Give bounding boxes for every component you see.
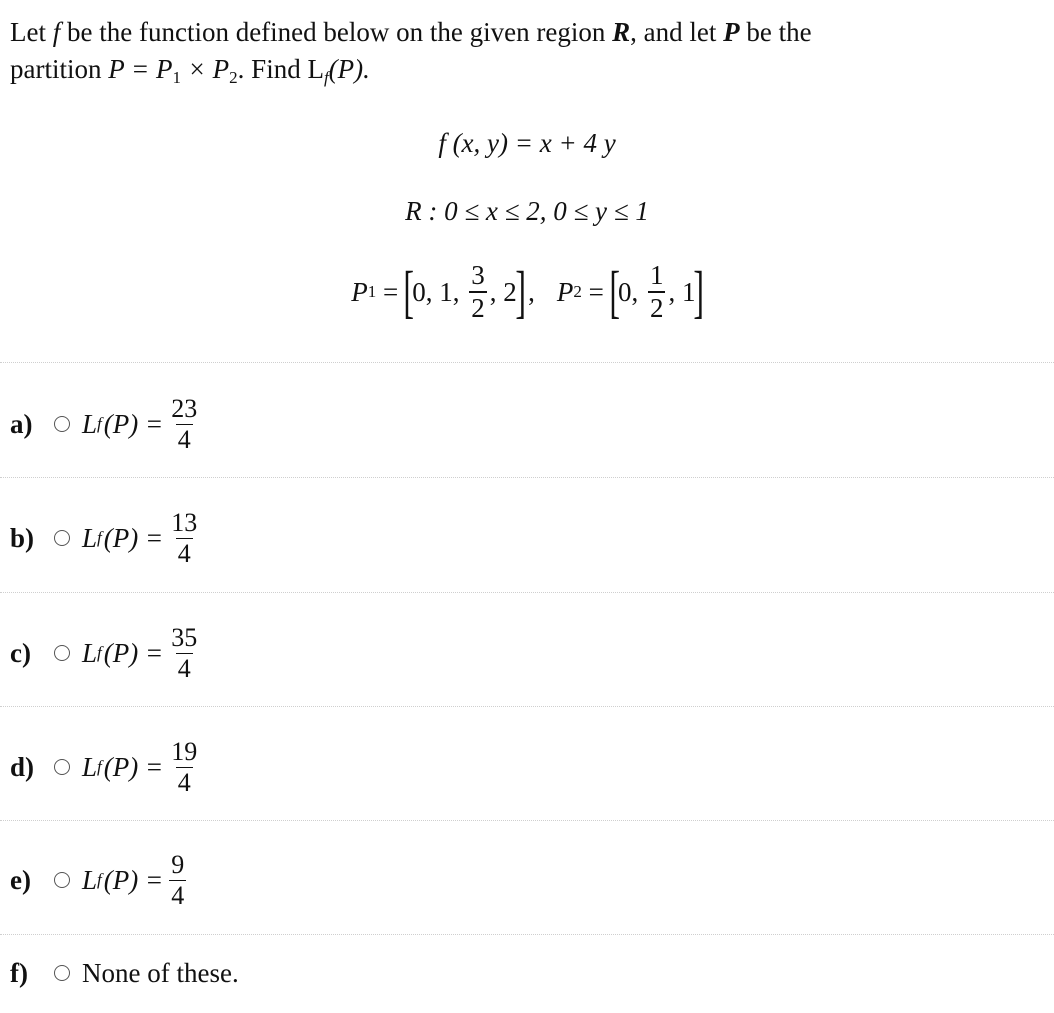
option-fraction: [169, 507, 199, 568]
radio-button[interactable]: [54, 759, 70, 775]
option-letter: f): [10, 957, 28, 988]
fraction-denominator: 2: [471, 293, 485, 323]
option-rhs: (P) =: [103, 864, 164, 895]
fraction-numerator: 23: [171, 393, 198, 423]
option-a[interactable]: [10, 384, 202, 464]
fraction-denominator: 2: [649, 293, 664, 323]
question-fragment: × P: [180, 54, 230, 84]
question-fragment: Let: [10, 17, 53, 47]
subscript: f: [97, 528, 102, 547]
option-lhs: L: [82, 408, 98, 439]
equals: =: [376, 276, 405, 307]
fraction-numerator: 1: [649, 260, 664, 290]
option-rhs: (P) =: [103, 637, 164, 668]
fraction-numerator: 9: [171, 849, 185, 879]
function-symbol: f: [52, 17, 61, 47]
p1-fraction: [469, 262, 487, 322]
p2-values: 0,: [617, 276, 645, 307]
fraction-denominator: 4: [177, 538, 191, 568]
region-symbol: R: [612, 17, 631, 47]
option-lhs: L: [82, 751, 98, 782]
option-b[interactable]: [10, 498, 202, 578]
fraction-numerator: 35: [171, 622, 198, 652]
divider: [0, 706, 1054, 707]
question-fragment: . Find L: [237, 54, 324, 84]
subscript: f: [97, 757, 102, 776]
question-fragment: be the function defined below on the given region: [60, 17, 613, 47]
radio-button[interactable]: [54, 530, 70, 546]
option-rhs: (P) =: [103, 522, 164, 553]
fraction-numerator: 13: [171, 507, 198, 537]
divider: [0, 820, 1054, 821]
subscript: f: [97, 414, 102, 433]
divider: [0, 362, 1054, 363]
question-fragment: P = P: [108, 54, 173, 84]
radio-button[interactable]: [54, 965, 70, 981]
option-lhs: L: [82, 864, 98, 895]
bracket-close: ]: [693, 259, 705, 324]
separator: ,: [528, 276, 535, 307]
bracket-open: [: [608, 259, 620, 324]
p1-values: 0, 1,: [412, 276, 467, 307]
option-c[interactable]: [10, 613, 202, 693]
option-fraction: [169, 736, 199, 797]
fraction-denominator: 4: [177, 653, 191, 683]
option-letter: a): [10, 408, 33, 439]
divider: [0, 477, 1054, 478]
option-lhs: L: [82, 522, 98, 553]
question-fragment: partition: [10, 54, 109, 84]
question-fragment: (P).: [328, 54, 370, 84]
region-definition: R : 0 ≤ x ≤ 2, 0 ≤ y ≤ 1: [405, 196, 649, 226]
function-definition: f (x, y) = x + 4 y: [438, 128, 616, 158]
option-text: None of these.: [82, 957, 239, 988]
p2-label: P: [556, 276, 574, 307]
subscript: f: [97, 870, 102, 889]
option-letter: d): [10, 751, 35, 782]
fraction-denominator: 4: [171, 880, 185, 910]
option-fraction: [169, 393, 199, 454]
partition-symbol: P: [723, 17, 740, 47]
fraction-numerator: 19: [171, 736, 198, 766]
p2-values: , 1: [668, 276, 696, 307]
option-d[interactable]: [10, 727, 202, 807]
option-fraction: [169, 849, 186, 910]
radio-button[interactable]: [54, 645, 70, 661]
option-rhs: (P) =: [103, 751, 164, 782]
question-fragment: , and let: [630, 17, 724, 47]
subscript: 1: [172, 68, 181, 87]
question-text: [10, 14, 1040, 96]
option-letter: e): [10, 864, 31, 895]
bracket-open: [: [403, 259, 414, 324]
equals: =: [581, 276, 611, 307]
radio-button[interactable]: [54, 416, 70, 432]
subscript: 2: [229, 68, 238, 87]
subscript: f: [97, 643, 102, 662]
fraction-denominator: 4: [177, 424, 191, 454]
p2-fraction: [648, 262, 666, 322]
subscript: 1: [367, 282, 377, 301]
divider: [0, 592, 1054, 593]
option-e[interactable]: [10, 840, 189, 920]
subscript: f: [323, 68, 329, 87]
bracket-close: ]: [515, 259, 526, 324]
radio-button[interactable]: [54, 872, 70, 888]
option-rhs: (P) =: [103, 408, 164, 439]
subscript: 2: [573, 282, 582, 301]
question-fragment: be the: [739, 17, 812, 47]
option-letter: c): [10, 637, 31, 668]
option-fraction: [169, 622, 199, 683]
partition-definition: [0, 259, 1054, 324]
option-letter: b): [10, 522, 35, 553]
p1-values: , 2: [489, 276, 517, 307]
fraction-denominator: 4: [177, 767, 191, 797]
option-lhs: L: [82, 637, 98, 668]
option-f[interactable]: [10, 933, 239, 1013]
p1-label: P: [351, 276, 368, 307]
fraction-numerator: 3: [471, 260, 485, 290]
